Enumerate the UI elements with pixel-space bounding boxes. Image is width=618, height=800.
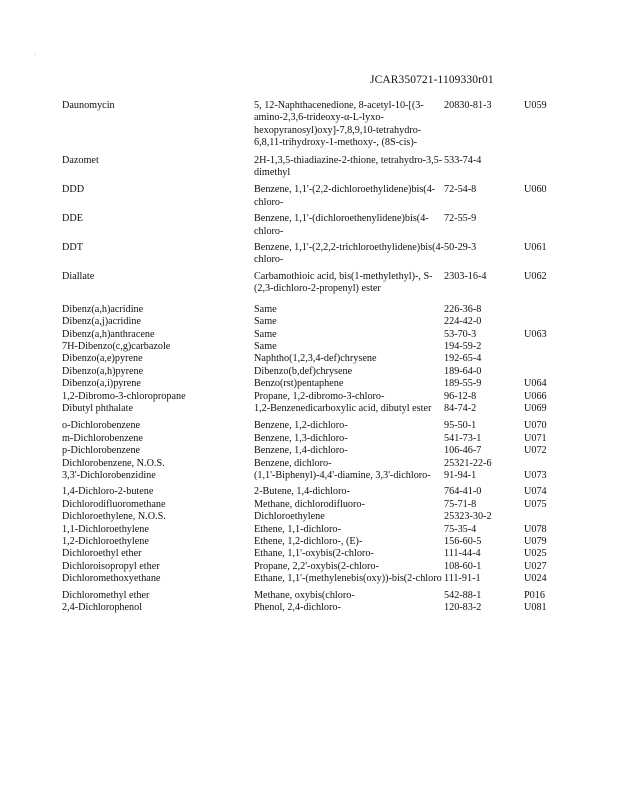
- chemical-name: Dichloroethyl ether: [62, 548, 142, 560]
- table-row: [62, 316, 582, 328]
- chemical-name: Dibutyl phthalate: [62, 402, 134, 414]
- table-row: [62, 445, 582, 457]
- chemical-name: Dichlorodifluoromethane: [62, 498, 166, 510]
- chemical-name: Dichloromethoxyethane: [62, 573, 161, 585]
- table-row: [62, 548, 582, 560]
- table-row: [62, 366, 582, 378]
- synonym-name: Benzene, 1,2-dichloro-: [254, 420, 348, 432]
- waste-code: U071: [524, 432, 547, 444]
- table-row: [62, 524, 582, 536]
- synonym-name: 2-Butene, 1,4-dichloro-: [254, 486, 350, 498]
- waste-code: U064: [524, 378, 547, 390]
- cas-number: 96-12-8: [444, 390, 477, 402]
- chemical-name: Dichlorobenzene, N.O.S.: [62, 457, 165, 469]
- synonym-name: (1,1'-Biphenyl)-4,4'-diamine, 3,3'-dichloro-: [254, 469, 431, 481]
- chemical-name: Dibenz(a,j)acridine: [62, 316, 141, 328]
- cas-number: 156-60-5: [444, 536, 482, 547]
- chemical-name: 3,3'-Dichlorobenzidine: [62, 469, 156, 481]
- synonym-name: Benzene, dichloro-: [254, 457, 332, 469]
- cas-number: 542-88-1: [444, 589, 482, 601]
- table-row: [62, 420, 582, 432]
- table-row: [62, 458, 582, 470]
- synonym-name: Same: [254, 340, 277, 352]
- table-row: [62, 100, 582, 150]
- cas-number: 91-94-1: [444, 469, 477, 481]
- table-row: [62, 590, 582, 602]
- table-row: [62, 602, 582, 614]
- page-speck: ·: [34, 52, 36, 58]
- chemical-name: Dibenzo(a,e)pyrene: [62, 353, 143, 365]
- chemical-name: 1,4-Dichloro-2-butene: [62, 486, 154, 498]
- cas-number: 75-71-8: [444, 498, 477, 510]
- cas-number: 25323-30-2: [444, 511, 492, 523]
- chemical-table: [62, 100, 582, 614]
- synonym-name: Dibenzo(b,def)chrysene: [254, 365, 353, 377]
- synonym-name: Same: [254, 303, 277, 315]
- waste-code: U078: [524, 523, 547, 535]
- cas-number: 72-54-8: [444, 184, 477, 196]
- chemical-name: Dibenzo(a,i)pyrene: [62, 378, 141, 390]
- waste-code: U025: [524, 548, 547, 560]
- cas-number: 224-42-0: [444, 316, 482, 328]
- synonym-name: Ethane, 1,1'-(methylenebis(oxy))-bis(2-chloro: [254, 573, 442, 585]
- chemical-name: Dibenzo(a,h)pyrene: [62, 365, 144, 377]
- document-id: JCAR350721-1109330r01: [370, 74, 494, 86]
- cas-number: 541-73-1: [444, 432, 482, 444]
- synonym-name: Same: [254, 328, 277, 340]
- chemical-name: Dibenz(a,h)anthracene: [62, 328, 155, 340]
- cas-number: 189-55-9: [444, 378, 482, 390]
- cas-number: 72-55-9: [444, 213, 477, 225]
- synonym-name: Ethene, 1,1-dichloro-: [254, 523, 341, 535]
- cas-number: 764-41-0: [444, 486, 482, 498]
- synonym-name: 1,2-Benzenedicarboxylic acid, dibutyl ester: [254, 402, 432, 414]
- waste-code: U061: [524, 242, 547, 254]
- table-row: [62, 378, 582, 390]
- table-row: [62, 403, 582, 415]
- table-row: [62, 499, 582, 511]
- synonym-name: 5, 12-Naphthacenedione, 8-acetyl-10-[(3-amino-2,3,6-trideoxy-α-L-lyxo-hexopyranosyl)oxy]-7,8,9,10-tetrahydro-6,8,11-trihydroxy-1-methoxy-, (8S-cis)-: [254, 100, 424, 149]
- chemical-name: Dichloroethylene, N.O.S.: [62, 511, 166, 523]
- synonym-name: Methane, dichlorodifluoro-: [254, 498, 365, 510]
- synonym-name: Dichloroethylene: [254, 511, 325, 523]
- table-row: [62, 271, 582, 296]
- cas-number: 75-35-4: [444, 523, 477, 535]
- waste-code: U075: [524, 498, 547, 510]
- cas-number: 53-70-3: [444, 328, 477, 340]
- chemical-name: Dazomet: [62, 154, 99, 166]
- chemical-name: o-Dichlorobenzene: [62, 420, 141, 432]
- cas-number: 95-50-1: [444, 420, 477, 432]
- table-row: [62, 353, 582, 365]
- waste-code: U063: [524, 328, 547, 340]
- synonym-name: Benzene, 1,3-dichloro-: [254, 432, 348, 444]
- table-row: [62, 155, 582, 180]
- waste-code: U072: [524, 445, 547, 457]
- cas-number: 108-60-1: [444, 560, 482, 572]
- table-row: [62, 573, 582, 585]
- table-row: [62, 184, 582, 209]
- table-row: [62, 242, 582, 267]
- table-row: [62, 329, 582, 341]
- chemical-name: m-Dichlorobenzene: [62, 432, 143, 444]
- cas-number: 2303-16-4: [444, 270, 487, 282]
- waste-code: P016: [524, 589, 545, 601]
- chemical-name: Daunomycin: [62, 100, 115, 111]
- cas-number: 533-74-4: [444, 154, 482, 166]
- chemical-name: 1,2-Dichloroethylene: [62, 536, 149, 547]
- table-row: [62, 536, 582, 548]
- chemical-name: Dichloromethyl ether: [62, 589, 150, 601]
- synonym-name: Propane, 2,2'-oxybis(2-chloro-: [254, 560, 379, 572]
- synonym-name: Phenol, 2,4-dichloro-: [254, 602, 341, 614]
- waste-code: U079: [524, 536, 547, 547]
- chemical-name: 1,1-Dichloroethylene: [62, 523, 149, 535]
- synonym-name: Ethane, 1,1'-oxybis(2-chloro-: [254, 548, 374, 560]
- cas-number: 111-44-4: [444, 548, 481, 560]
- synonym-name: Benzene, 1,1'-(2,2-dichloroethylidene)bis(4-chloro-: [254, 184, 436, 208]
- table-row: [62, 511, 582, 523]
- waste-code: U069: [524, 402, 547, 414]
- synonym-name: Benzene, 1,4-dichloro-: [254, 445, 348, 457]
- table-row: [62, 486, 582, 498]
- waste-code: U073: [524, 469, 547, 481]
- chemical-name: Diallate: [62, 270, 95, 282]
- chemical-name: DDD: [62, 184, 85, 196]
- waste-code: U060: [524, 184, 547, 196]
- table-row: [62, 470, 582, 482]
- synonym-name: 2H-1,3,5-thiadiazine-2-thione, tetrahydro-3,5-dimethyl: [254, 154, 443, 179]
- cas-number: 106-46-7: [444, 445, 482, 457]
- waste-code: U066: [524, 390, 547, 402]
- cas-number: 120-83-2: [444, 602, 482, 614]
- waste-code: U059: [524, 100, 547, 111]
- cas-number: 192-65-4: [444, 353, 482, 365]
- waste-code: U024: [524, 573, 547, 585]
- table-row: [62, 341, 582, 353]
- table-row: [62, 304, 582, 316]
- cas-number: 226-36-8: [444, 303, 482, 315]
- chemical-name: DDE: [62, 213, 83, 225]
- waste-code: U074: [524, 486, 547, 498]
- chemical-name: p-Dichlorobenzene: [62, 445, 141, 457]
- chemical-name: Dichloroisopropyl ether: [62, 560, 160, 572]
- cas-number: 111-91-1: [444, 573, 481, 585]
- chemical-name: 1,2-Dibromo-3-chloropropane: [62, 390, 186, 402]
- table-row: [62, 213, 582, 238]
- synonym-name: Benzene, 1,1'-(2,2,2-trichloroethylidene)bis(4-chloro-: [254, 242, 444, 266]
- chemical-name: Dibenz(a,h)acridine: [62, 303, 144, 315]
- synonym-name: Naphtho(1,2,3,4-def)chrysene: [254, 353, 377, 365]
- waste-code: U081: [524, 602, 547, 614]
- table-row: [62, 433, 582, 445]
- synonym-name: Methane, oxybis(chloro-: [254, 589, 355, 601]
- cas-number: 84-74-2: [444, 402, 477, 414]
- cas-number: 50-29-3: [444, 242, 477, 254]
- table-row: [62, 391, 582, 403]
- chemical-name: DDT: [62, 242, 83, 254]
- cas-number: 189-64-0: [444, 365, 482, 377]
- table-row: [62, 561, 582, 573]
- chemical-name: 7H-Dibenzo(c,g)carbazole: [62, 340, 171, 352]
- cas-number: 194-59-2: [444, 340, 482, 352]
- synonym-name: Benzene, 1,1'-(dichloroethenylidene)bis(4-chloro-: [254, 213, 429, 237]
- cas-number: 25321-22-6: [444, 457, 492, 469]
- waste-code: U070: [524, 420, 547, 432]
- synonym-name: Benzo(rst)pentaphene: [254, 378, 344, 390]
- cas-number: 20830-81-3: [444, 100, 492, 111]
- synonym-name: Carbamothioic acid, bis(1-methylethyl)-, S-(2,3-dichloro-2-propenyl) ester: [254, 270, 433, 295]
- chemical-name: 2,4-Dichlorophenol: [62, 602, 143, 614]
- synonym-name: Same: [254, 316, 277, 328]
- synonym-name: Ethene, 1,2-dichloro-, (E)-: [254, 536, 363, 547]
- waste-code: U062: [524, 270, 547, 282]
- synonym-name: Propane, 1,2-dibromo-3-chloro-: [254, 390, 385, 402]
- waste-code: U027: [524, 560, 547, 572]
